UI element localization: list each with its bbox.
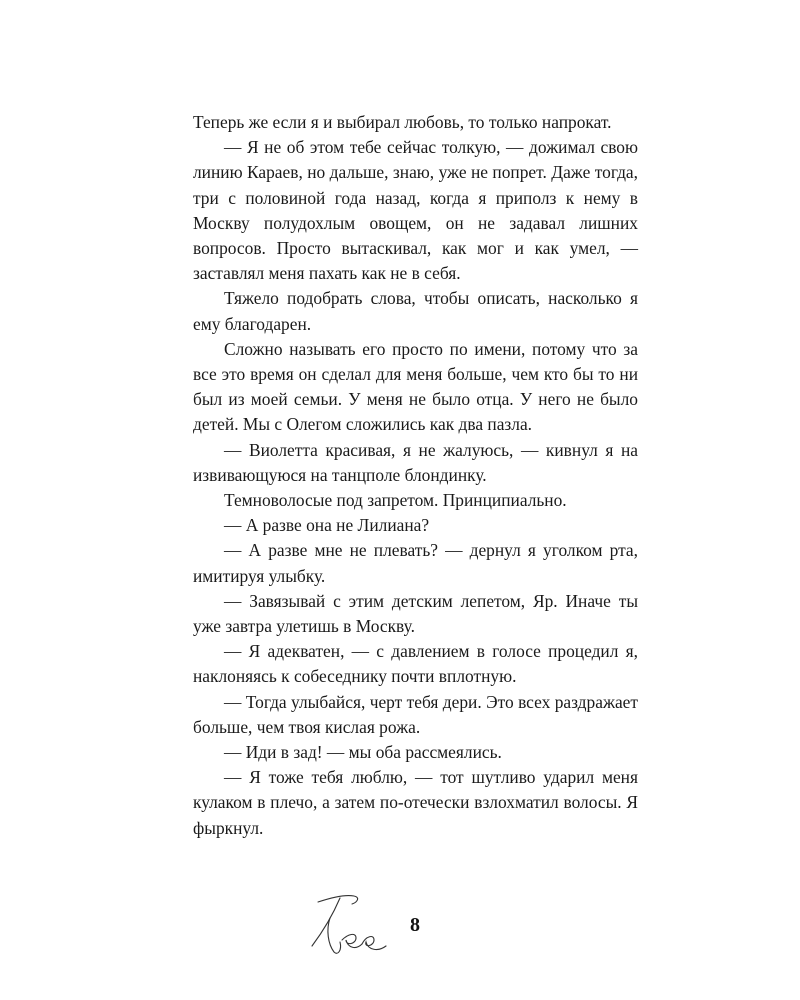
page-number: 8 xyxy=(410,914,420,936)
page-footer xyxy=(300,888,440,968)
paragraph: — Завязывай с этим детским лепетом, Яр. Иначе ты уже завтра улетишь в Москву. xyxy=(193,590,638,637)
paragraph: — Я тоже тебя люблю, — тот шутливо ударил меня кулаком в плечо, а затем по-отечески взлохматил волосы. Я фыркнул. xyxy=(193,767,638,838)
paragraph: — Виолетта красивая, я не жалуюсь, — кивнул я на извивающуюся на танцполе блондинку. xyxy=(193,439,638,485)
paragraph: Сложно называть его просто по имени, потому что за все это время он сделал для меня больше, чем кто бы то ни был из моей семьи. У меня не было отца. У него не было детей. Мы с Олегом сложились как два пазла. xyxy=(193,338,638,435)
paragraph: Теперь же если я и выбирал любовь, то только напрокат. xyxy=(193,112,612,132)
paragraph: Темноволосые под запретом. Принципиально. xyxy=(224,490,567,511)
paragraph: — Я не об этом тебе сейчас толкую, — дожимал свою линию Караев, но дальше, знаю, уже не попрет. Даже тогда, три с половиной года назад, когда я приполз к нему в Москву полудохлым овощем, он не задавал лишних вопросов. Просто вытаскивал, как мог и как умел, — заставлял меня пахать как не в себя. xyxy=(193,137,638,284)
paragraph: — А разве мне не плевать? — дернул я уголком рта, имитируя улыбку. xyxy=(193,540,638,586)
paragraph: Тяжело подобрать слова, чтобы описать, насколько я ему благодарен. xyxy=(193,288,638,334)
paragraph: — Иди в зад! — мы оба рассмеялись. xyxy=(224,742,502,763)
book-page-text xyxy=(193,110,638,841)
handwritten-signature xyxy=(300,888,400,966)
paragraph: — Я адекватен, — с давлением в голосе процедил я, наклоняясь к собеседнику почти вплотную. xyxy=(193,641,638,687)
paragraph: — Тогда улыбайся, черт тебя дери. Это всех раздражает больше, чем твоя кислая рожа. xyxy=(193,691,638,737)
paragraph: — А разве она не Лилиана? xyxy=(224,515,430,536)
